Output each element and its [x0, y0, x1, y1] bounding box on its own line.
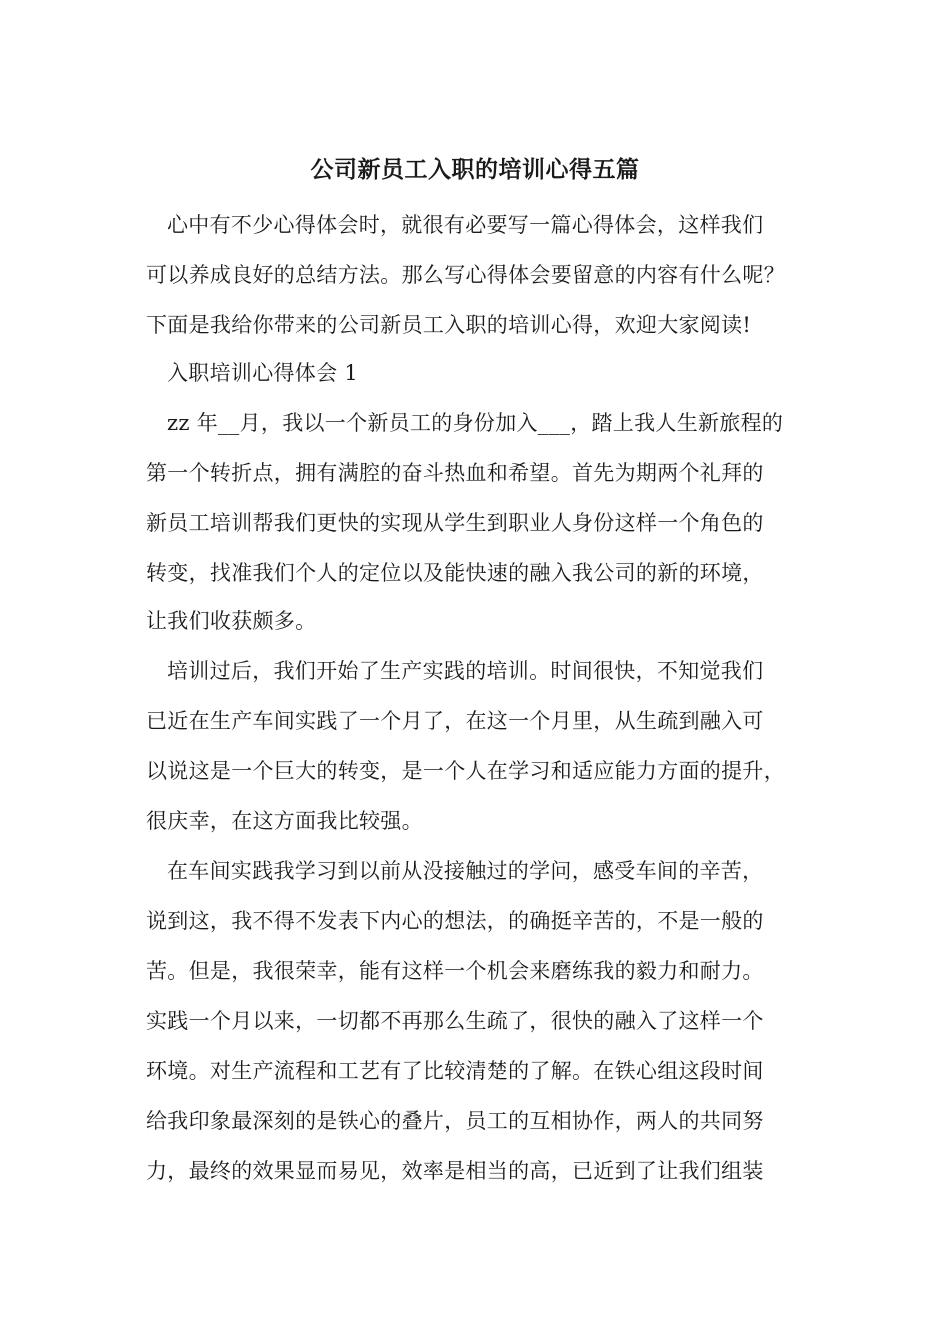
paragraph-line: 苦。但是，我很荣幸，能有这样一个机会来磨练我的毅力和耐力。 [146, 959, 764, 983]
section-heading: 入职培训心得体会 1 [167, 361, 359, 385]
paragraph-line: 在车间实践我学习到以前从没接触过的学问，感受车间的辛苦， [167, 859, 764, 883]
paragraph-line: zz 年__月，我以一个新员工的身份加入___，踏上我人生新旅程的 [167, 411, 784, 435]
paragraph-line: 心中有不少心得体会时，就很有必要写一篇心得体会，这样我们 [167, 213, 764, 237]
paragraph-line: 环境。对生产流程和工艺有了比较清楚的了解。在铁心组这段时间 [146, 1059, 764, 1083]
document-title: 公司新员工入职的培训心得五篇 [310, 156, 640, 183]
paragraph-line: 转变，找准我们个人的定位以及能快速的融入我公司的新的环境， [146, 561, 764, 585]
paragraph-line: 下面是我给你带来的公司新员工入职的培训心得，欢迎大家阅读! [146, 313, 752, 337]
paragraph-line: 给我印象最深刻的是铁心的叠片，员工的互相协作，两人的共同努 [146, 1109, 764, 1133]
paragraph-line: 实践一个月以来，一切都不再那么生疏了，很快的融入了这样一个 [146, 1009, 764, 1033]
paragraph-line: 新员工培训帮我们更快的实现从学生到职业人身份这样一个角色的 [146, 511, 764, 535]
paragraph-line: 以说这是一个巨大的转变，是一个人在学习和适应能力方面的提升， [146, 759, 785, 783]
paragraph-line: 很庆幸，在这方面我比较强。 [146, 809, 423, 833]
paragraph-line: 让我们收获颇多。 [146, 609, 317, 633]
paragraph-line: 力，最终的效果显而易见，效率是相当的高，已近到了让我们组装 [146, 1159, 764, 1183]
paragraph-line: 可以养成良好的总结方法。那么写心得体会要留意的内容有什么呢？ [146, 263, 785, 287]
paragraph-line: 第一个转折点，拥有满腔的奋斗热血和希望。首先为期两个礼拜的 [146, 461, 764, 485]
paragraph-line: 培训过后，我们开始了生产实践的培训。时间很快，不知觉我们 [167, 659, 764, 683]
paragraph-line: 已近在生产车间实践了一个月了，在这一个月里，从生疏到融入可 [146, 709, 764, 733]
paragraph-line: 说到这，我不得不发表下内心的想法，的确挺辛苦的，不是一般的 [146, 909, 764, 933]
